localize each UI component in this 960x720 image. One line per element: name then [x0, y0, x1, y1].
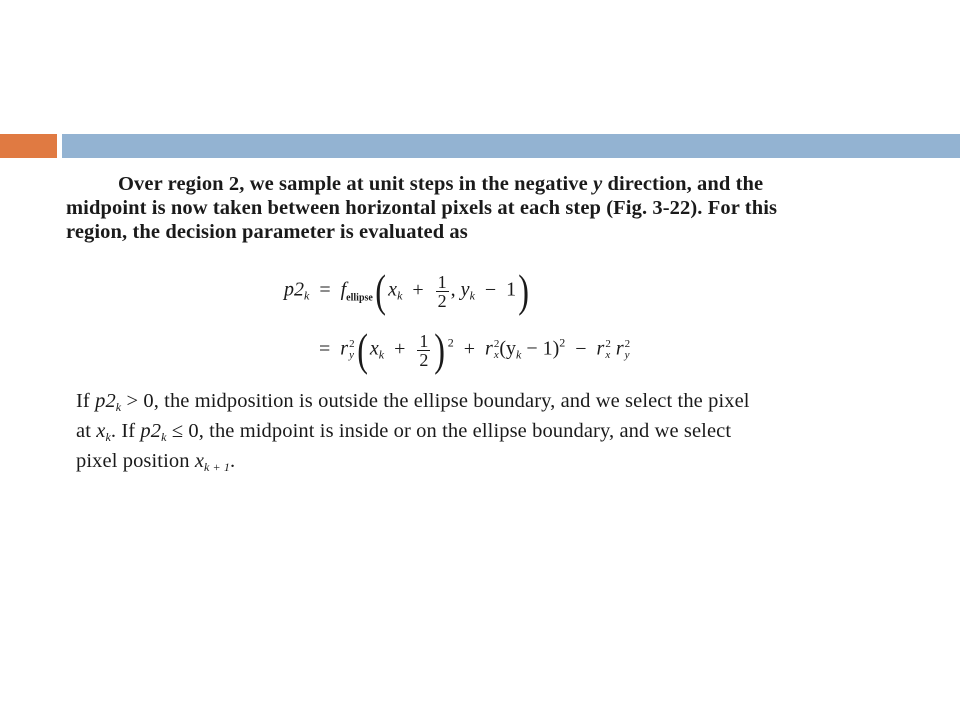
- accent-bar: [0, 134, 57, 158]
- equation-decision-parameter: $p2_k = f_{ellipse}$( $x_k$ + $\frac{1}{2}$ , $y_k - 1$): [284, 265, 530, 316]
- fraction-one-half: $\frac{1}{2}$: [437, 271, 447, 311]
- paragraph-region-2: Over region 2, we sample at unit steps in the negative y direction, and the midpoint is now taken between horizontal pixels at each step (Fig. 3-22). For this region, the decision parameter is evaluated as: [66, 173, 778, 243]
- equation-expanded: = r 2 y ( $x_k$ + $\frac{1}{2}$ ) $^2$ + r 2 x $(y_k - 1)^2 - r$ 2 x r 2 y: [319, 324, 631, 375]
- header-bar: [62, 134, 960, 158]
- fraction-one-half-2: $\frac{1}{2}$: [419, 330, 429, 370]
- paragraph-selection-rule: If $p2_k > 0$, the midposition is outside the ellipse boundary, and we select the pixel at $x_k$. If $p2_k \le 0$, the midpoint is inside or on the ellipse boundary, and we select pixel position $x_{k + 1}$.: [76, 390, 750, 474]
